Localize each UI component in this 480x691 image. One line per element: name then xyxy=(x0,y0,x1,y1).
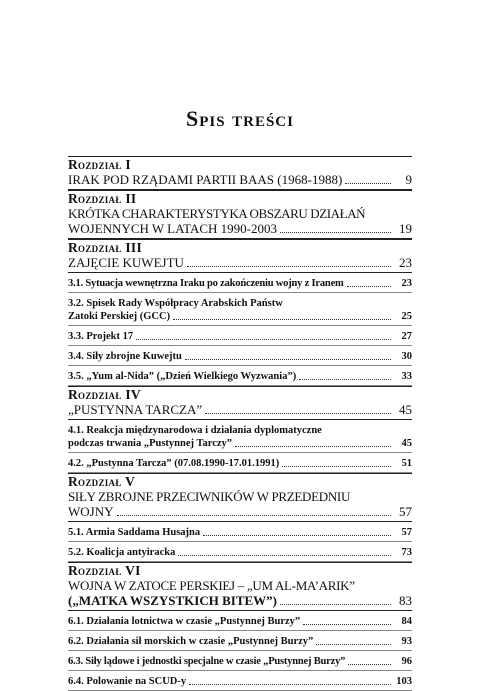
page-number: 57 xyxy=(399,504,412,519)
leader-dots xyxy=(187,266,391,267)
chapter-title-line: WOJENNYCH W LATACH 1990-2003 xyxy=(68,221,277,236)
chapter-title-line: KRÓTKA CHARAKTERYSTYKA OBSZARU DZIAŁAŃ xyxy=(68,206,366,221)
section-row xyxy=(68,453,412,473)
section-title: 6.3. Siły lądowe i jednostki specjalne w czasie „Pustynnej Burzy” xyxy=(68,656,346,667)
section-title: 6.4. Polowanie na SCUD-y xyxy=(68,676,187,687)
page-number: 45 xyxy=(401,438,412,449)
section-row xyxy=(68,651,412,671)
page-number: 23 xyxy=(399,255,412,270)
chapter-heading: Rozdział V xyxy=(68,474,136,489)
leader-dots xyxy=(347,286,391,287)
section-title: 3.3. Projekt 17 xyxy=(68,331,134,342)
page-number: 27 xyxy=(401,331,412,342)
page-number: 30 xyxy=(401,351,412,362)
toc-title: Spis treści xyxy=(186,106,294,131)
section-title: 4.2. „Pustynna Tarcza” (07.08.1990-17.01.1991) xyxy=(68,458,280,469)
section-title: 3.1. Sytuacja wewnętrzna Iraku po zakończeniu wojny z Iranem xyxy=(68,278,344,289)
section-title: 5.2. Koalicja antyiracka xyxy=(68,547,176,558)
page-number: 57 xyxy=(401,527,412,538)
section-title-line: 4.1. Reakcja międzynarodowa i działania dyplomatyczne xyxy=(68,425,322,436)
section-title: 3.4. Siły zbrojne Kuwejtu xyxy=(68,351,182,362)
page-number: 19 xyxy=(399,221,412,236)
leader-dots xyxy=(185,359,391,360)
section-title: 5.1. Armia Saddama Husajna xyxy=(68,527,201,538)
section-title-line: podczas trwania „Pustynnej Tarczy” xyxy=(68,438,233,449)
section-title-line: 3.2. Spisek Rady Współpracy Arabskich Państw xyxy=(68,298,283,309)
chapter-title-row xyxy=(68,593,412,608)
section-block xyxy=(68,420,412,453)
section-row xyxy=(68,631,412,651)
leader-dots xyxy=(345,183,391,184)
section-title-line: Zatoki Perskiej (GCC) xyxy=(68,311,171,322)
chapter-2 xyxy=(68,190,412,239)
chapter-3 xyxy=(68,239,412,386)
chapter-title-block xyxy=(68,578,412,611)
leader-dots xyxy=(203,535,391,536)
leader-dots xyxy=(282,466,391,467)
page-number: 45 xyxy=(399,402,412,417)
chapter-title: ZAJĘCIE KUWEJTU xyxy=(68,255,184,270)
section-title: 6.2. Działania sił morskich w czasie „Pustynnej Burzy” xyxy=(68,636,314,647)
chapter-4 xyxy=(68,386,412,473)
chapter-title-line: WOJNY xyxy=(68,504,114,519)
chapter-heading: Rozdział IV xyxy=(68,387,141,402)
leader-dots xyxy=(205,413,391,414)
chapter-title-line: SIŁY ZBROJNE PRZECIWNIKÓW W PRZEDEDNIU xyxy=(68,489,351,504)
document-page xyxy=(68,0,412,690)
leader-dots xyxy=(235,446,391,447)
chapter-heading: Rozdział II xyxy=(68,191,137,206)
leader-dots xyxy=(303,624,391,625)
chapter-title-block xyxy=(68,206,412,239)
page-number: 103 xyxy=(396,676,412,687)
chapter-title-line: („MATKA WSZYSTKICH BITEW”) xyxy=(68,593,278,608)
page-number: 51 xyxy=(401,458,412,469)
page-number: 96 xyxy=(401,656,412,667)
leader-dots xyxy=(117,515,392,516)
page-number: 73 xyxy=(401,547,412,558)
section-row xyxy=(68,310,412,323)
leader-dots xyxy=(173,319,391,320)
leader-dots xyxy=(316,644,391,645)
leader-dots xyxy=(280,604,391,605)
leader-dots xyxy=(189,684,391,685)
leader-dots xyxy=(178,555,391,556)
chapter-heading: Rozdział VI xyxy=(68,563,141,578)
leader-dots xyxy=(280,232,391,233)
chapter-5 xyxy=(68,473,412,562)
page-number: 33 xyxy=(401,371,412,382)
section-row xyxy=(68,273,412,293)
page-number: 25 xyxy=(401,311,412,322)
section-row xyxy=(68,326,412,346)
leader-dots xyxy=(348,664,391,665)
table-of-contents xyxy=(68,156,412,691)
section-row xyxy=(68,346,412,366)
chapter-heading: Rozdział III xyxy=(68,240,142,255)
leader-dots xyxy=(136,339,391,340)
section-row xyxy=(68,671,412,691)
section-block xyxy=(68,293,412,326)
chapter-title-row xyxy=(68,504,412,519)
page-number: 84 xyxy=(401,616,412,627)
page-number: 83 xyxy=(399,593,412,608)
page-number: 9 xyxy=(405,172,412,187)
leader-dots xyxy=(299,379,391,380)
chapter-6 xyxy=(68,562,412,691)
chapter-title-block xyxy=(68,489,412,522)
section-row xyxy=(68,366,412,386)
section-row xyxy=(68,437,412,450)
page-number: 93 xyxy=(401,636,412,647)
chapter-title-row xyxy=(68,255,412,273)
section-title: 3.5. „Yum al-Nida” („Dzień Wielkiego Wyzwania”) xyxy=(68,371,297,382)
chapter-title: „PUSTYNNA TARCZA” xyxy=(68,402,203,417)
chapter-title-line: WOJNA W ZATOCE PERSKIEJ – „UM AL-MA’ARIK” xyxy=(68,578,355,593)
section-title: 6.1. Działania lotnictwa w czasie „Pustynnej Burzy” xyxy=(68,616,301,627)
section-row xyxy=(68,611,412,631)
section-row xyxy=(68,522,412,542)
chapter-title-row xyxy=(68,402,412,420)
page-number: 23 xyxy=(401,278,412,289)
chapter-title: IRAK POD RZĄDAMI PARTII BAAS (1968-1988) xyxy=(68,172,343,187)
chapter-title-row xyxy=(68,172,412,190)
chapter-heading: Rozdział I xyxy=(68,157,131,172)
chapter-title-row xyxy=(68,221,412,236)
section-row xyxy=(68,542,412,562)
chapter-1 xyxy=(68,156,412,190)
